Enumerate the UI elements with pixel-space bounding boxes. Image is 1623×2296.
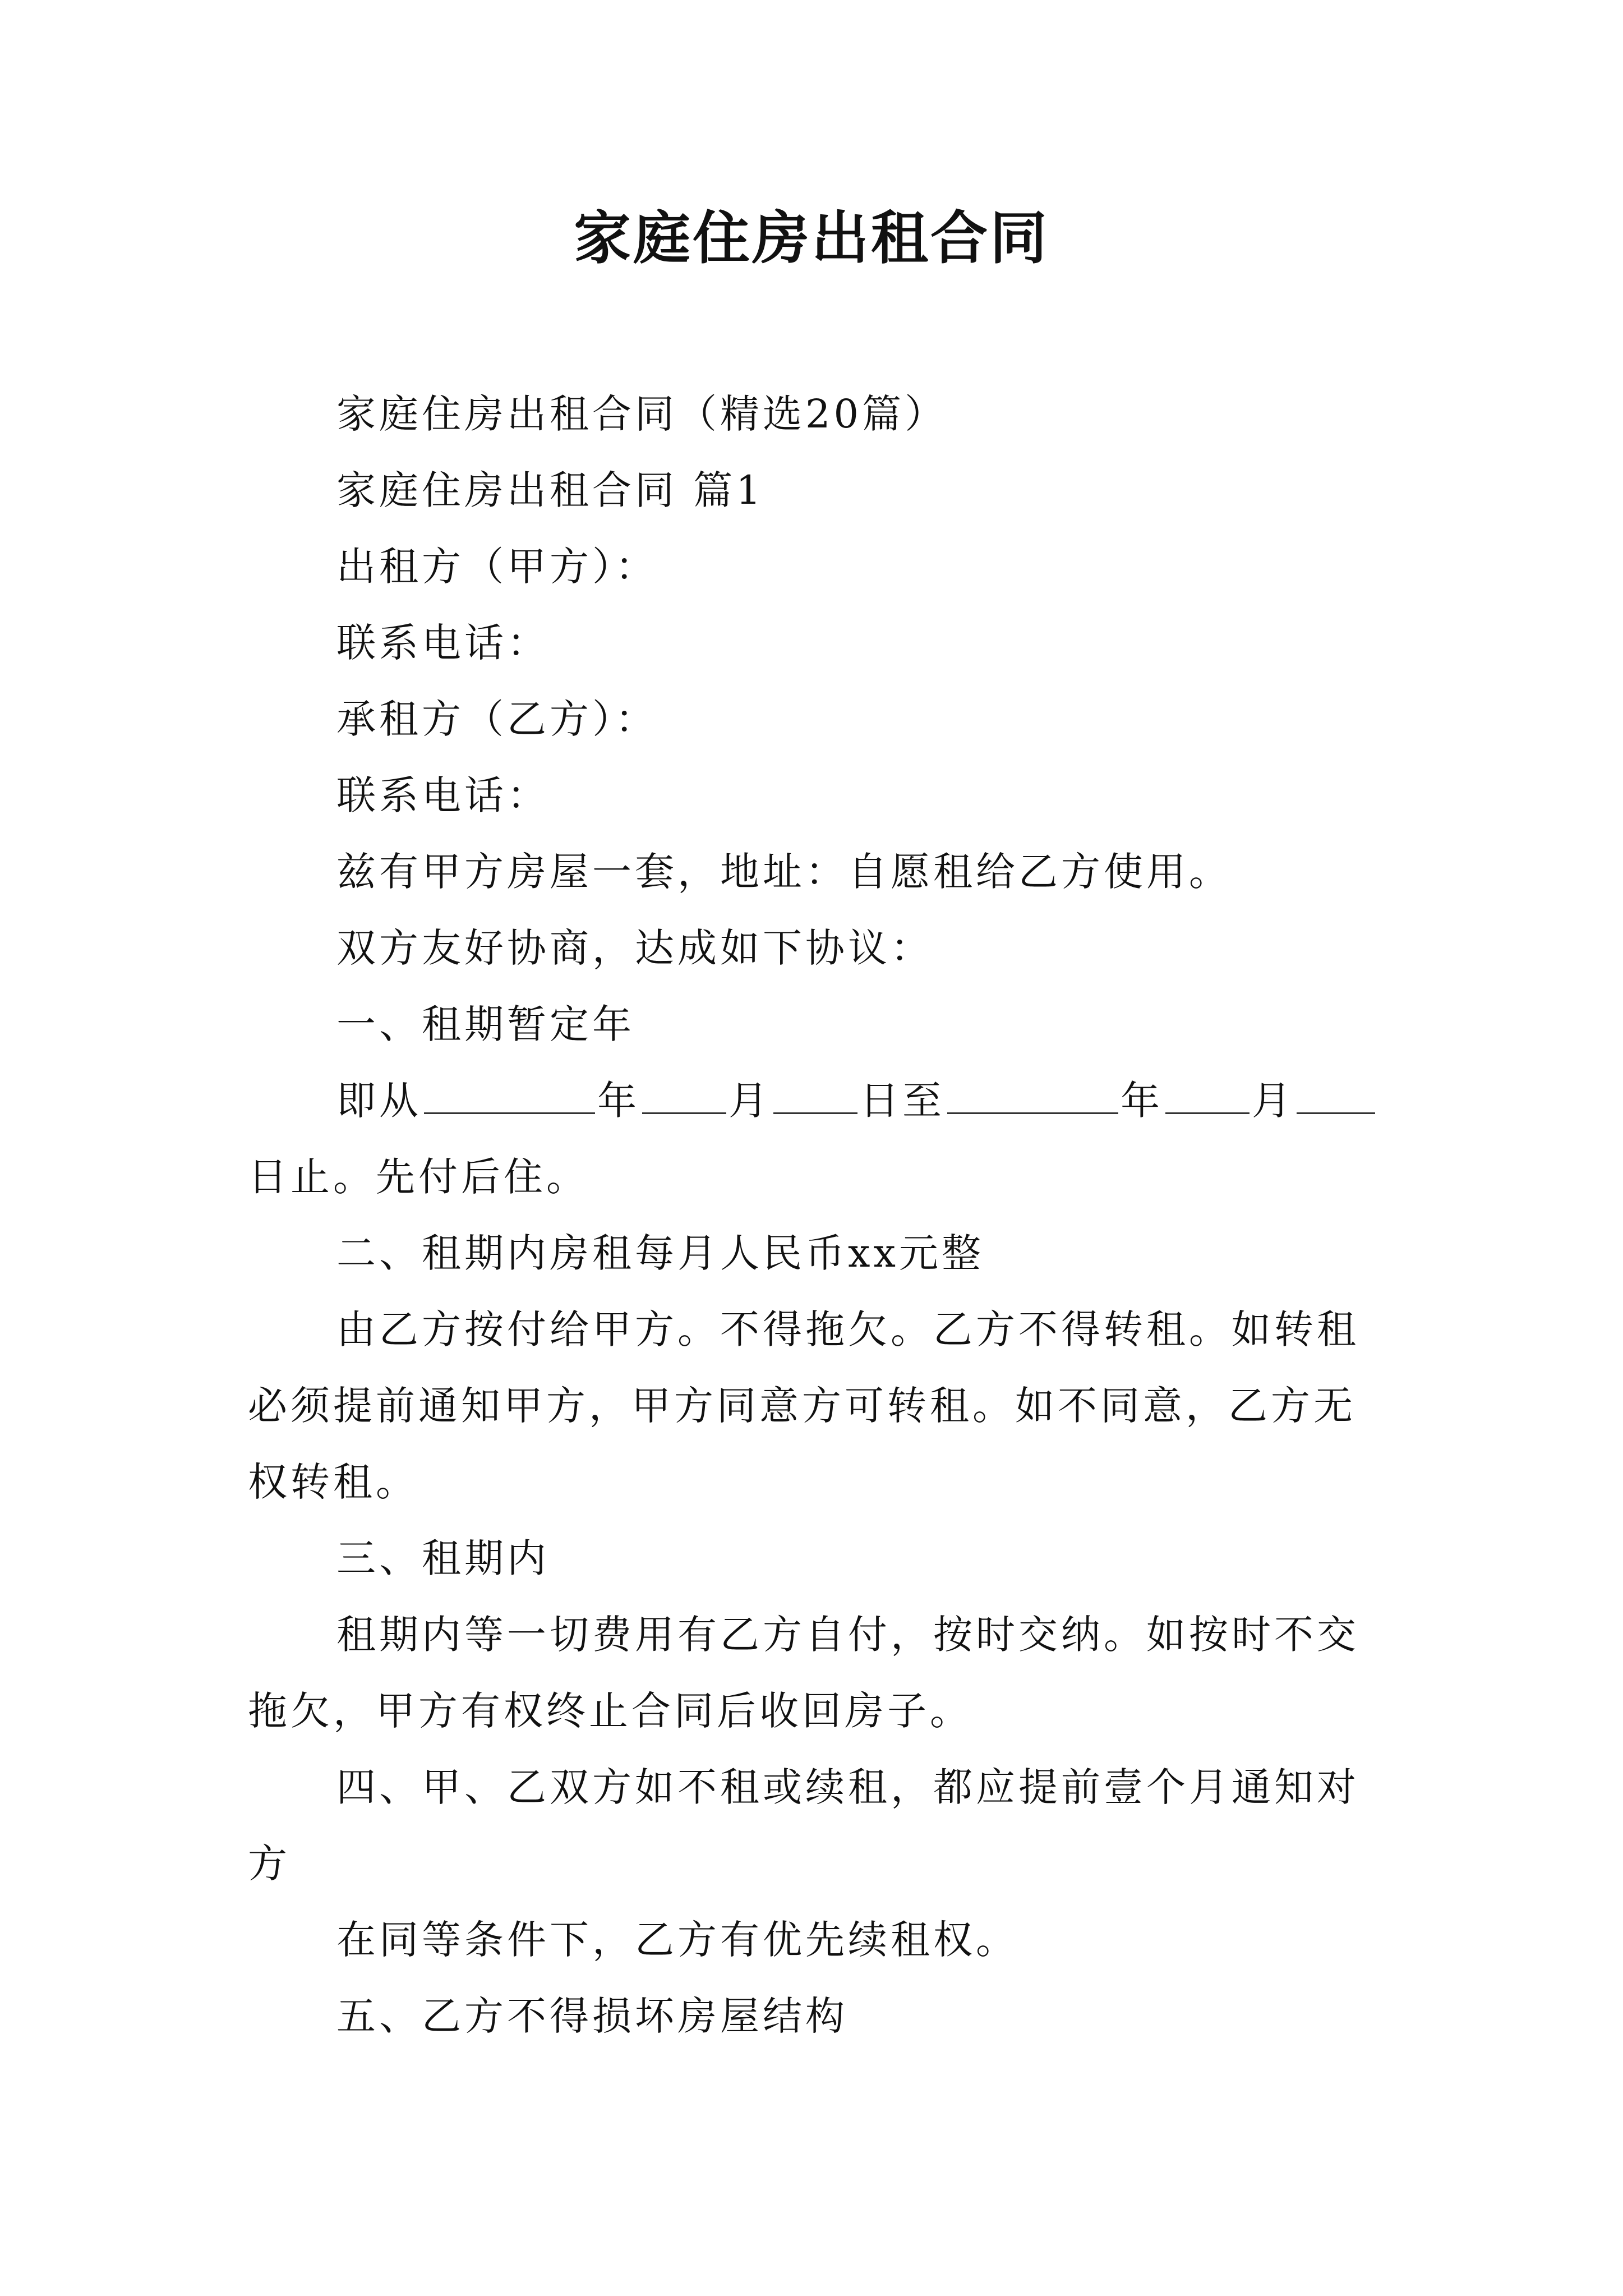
paragraph-clause-2-body: 由乙方按付给甲方。不得拖欠。乙方不得转租。如转租必须提前通知甲方，甲方同意方可转租。如不同意，乙方无权转租。 [248,1306,1359,1505]
paragraph-clause-3-body: 租期内等一切费用有乙方自付，按时交纳。如按时不交拖欠，甲方有权终止合同后收回房子。 [248,1612,1359,1734]
paragraph-agreement: 双方友好协商，达成如下协议： [336,925,933,971]
blank-field [424,1073,595,1114]
date-year-2: 年 [1121,1078,1163,1124]
document-body [248,376,1392,2054]
date-year-1: 年 [597,1078,640,1124]
paragraph-lessee: 承租方（乙方）： [336,696,658,742]
blank-field [773,1073,857,1114]
paragraph-clause-1: 一、租期暂定年 [336,1001,635,1047]
paragraph-lessor-phone: 联系电话： [336,620,550,666]
date-suffix: 日止。先付后住。 [248,1154,589,1200]
blank-field [947,1073,1118,1114]
paragraph-clause-4: 四、甲、乙双方如不租或续租，都应提前壹个月通知对方 [248,1764,1359,1887]
paragraph-date-range [248,1062,1392,1215]
paragraph-section-heading: 家庭住房出租合同 篇1 [336,467,764,513]
blank-field [1165,1073,1249,1114]
paragraph-lessor: 出租方（甲方）： [336,544,658,590]
date-day-1: 日至 [860,1078,945,1124]
paragraph-clause-5: 五、乙方不得损坏房屋结构 [336,1993,848,2039]
blank-field [1297,1073,1375,1114]
paragraph-lessee-phone: 联系电话： [336,772,550,818]
blank-field [642,1073,726,1114]
paragraph-clause-3: 三、租期内 [336,1535,550,1581]
paragraph-subtitle: 家庭住房出租合同（精选20篇） [336,391,948,437]
paragraph-clause-4-body: 在同等条件下，乙方有优先续租权。 [336,1917,1018,1963]
date-month-1: 月 [728,1078,771,1124]
document-title: 家庭住房出租合同 [574,205,1049,272]
date-month-2: 月 [1252,1078,1294,1124]
paragraph-property: 兹有甲方房屋一套，地址：自愿租给乙方使用。 [336,849,1232,895]
date-prefix: 即从 [336,1078,422,1124]
paragraph-clause-2: 二、租期内房租每月人民币xx元整 [336,1230,984,1276]
